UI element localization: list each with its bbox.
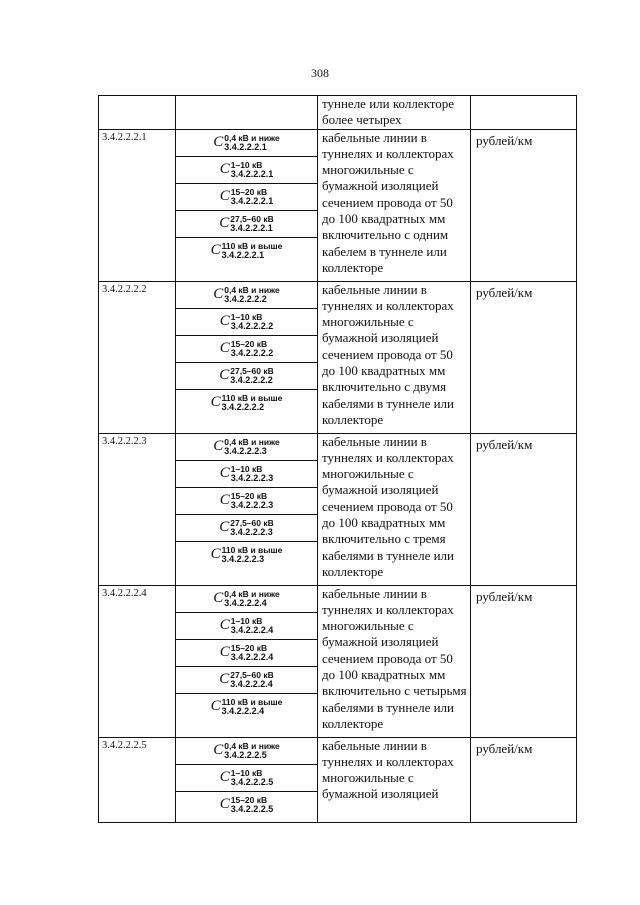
tariff-index: 3.4.2.2.2.1 — [224, 141, 267, 152]
symbol-list — [176, 434, 317, 568]
tariff-symbol-letter: C — [219, 769, 230, 786]
tariff-index: 3.4.2.2.2.4 — [224, 597, 267, 608]
voltage-class: 27,5–60 кВ — [230, 669, 274, 680]
code-cell: 3.4.2.2.2.1 — [99, 129, 176, 281]
page-number: 308 — [311, 66, 329, 80]
tariff-symbol — [176, 335, 317, 362]
tariff-index: 3.4.2.2.2.4 — [230, 651, 274, 662]
tariff-symbol-indices — [224, 134, 280, 152]
tariff-symbol — [176, 210, 317, 237]
table-row — [99, 129, 577, 281]
tariff-symbol — [176, 639, 317, 666]
tariff-symbol-letter: C — [213, 742, 224, 759]
unit-cell: рублей/км — [471, 433, 577, 585]
tariff-symbol — [176, 666, 317, 693]
tariff-symbol-indices — [231, 492, 274, 510]
voltage-class: 1–10 кВ — [230, 311, 263, 322]
symbol-list — [176, 738, 317, 818]
table-row-continuation — [99, 96, 577, 130]
voltage-class: 15–20 кВ — [230, 490, 268, 501]
tariff-symbol — [176, 130, 317, 156]
voltage-class: 27,5–60 кВ — [230, 365, 274, 376]
voltage-class: 0,4 кВ и ниже — [224, 284, 280, 295]
tariff-symbol — [176, 791, 317, 818]
tariff-symbol — [176, 460, 317, 487]
tariff-symbol-indices — [231, 769, 274, 787]
tariff-symbol — [176, 764, 317, 791]
tariff-index: 3.4.2.2.2.3 — [230, 472, 274, 483]
tariff-symbol — [176, 738, 317, 764]
tariff-symbol — [176, 693, 317, 720]
voltage-class: 110 кВ и выше — [221, 392, 283, 403]
tariff-symbol — [176, 362, 317, 389]
tariff-symbol-letter: C — [219, 215, 230, 232]
tariff-symbol-letter: C — [210, 242, 221, 259]
tariff-symbol-indices — [231, 796, 274, 814]
tariff-symbol-letter: C — [219, 492, 230, 509]
voltage-class: 0,4 кВ и ниже — [224, 436, 280, 447]
tariff-index: 3.4.2.2.2.3 — [224, 445, 267, 456]
tariff-index: 3.4.2.2.2.2 — [221, 401, 265, 412]
tariff-symbol-formula — [220, 313, 274, 331]
tariff-symbol-indices — [222, 698, 283, 716]
tariff-index: 3.4.2.2.2.5 — [230, 803, 274, 814]
tariff-symbol-letter: C — [219, 617, 230, 634]
tariff-index: 3.4.2.2.2.4 — [221, 705, 265, 716]
voltage-class: 0,4 кВ и ниже — [224, 740, 280, 751]
tariff-index: 3.4.2.2.2.5 — [224, 749, 267, 760]
tariff-index: 3.4.2.2.2.1 — [221, 249, 265, 260]
symbol-cell — [176, 96, 318, 130]
tariff-symbol-formula — [220, 161, 274, 179]
tariff-symbol-letter: C — [219, 644, 230, 661]
voltage-class: 27,5–60 кВ — [230, 517, 274, 528]
tariff-index: 3.4.2.2.2.2 — [230, 320, 274, 331]
rates-table — [98, 95, 577, 823]
tariff-symbol-formula — [219, 671, 274, 689]
tariff-symbol-letter: C — [210, 698, 221, 715]
unit-cell: рублей/км — [471, 281, 577, 433]
table-row — [99, 585, 577, 737]
tariff-symbol-formula — [219, 215, 274, 233]
voltage-class: 1–10 кВ — [230, 159, 263, 170]
tariff-symbol-formula — [220, 188, 274, 206]
voltage-class: 27,5–60 кВ — [230, 213, 274, 224]
tariff-symbol-indices — [224, 286, 280, 304]
symbol-cell — [176, 129, 318, 281]
tariff-index: 3.4.2.2.2.3 — [221, 553, 265, 564]
tariff-symbol-formula — [213, 286, 280, 304]
tariff-symbol-indices — [231, 188, 274, 206]
unit-cell — [471, 96, 577, 130]
tariff-symbol-indices — [230, 671, 273, 689]
code-cell: 3.4.2.2.2.2 — [99, 281, 176, 433]
tariff-symbol-letter: C — [219, 188, 230, 205]
tariff-symbol-letter: C — [219, 465, 230, 482]
tariff-index: 3.4.2.2.2.3 — [230, 526, 273, 537]
tariff-index: 3.4.2.2.2.4 — [230, 624, 274, 635]
code-cell: 3.4.2.2.2.3 — [99, 433, 176, 585]
unit-cell: рублей/км — [471, 737, 577, 822]
tariff-symbol-formula — [211, 546, 283, 564]
tariff-index: 3.4.2.2.2.1 — [230, 168, 274, 179]
voltage-class: 15–20 кВ — [230, 794, 268, 805]
tariff-symbol-formula — [213, 134, 280, 152]
tariff-index: 3.4.2.2.2.2 — [224, 293, 267, 304]
tariff-index: 3.4.2.2.2.5 — [230, 776, 274, 787]
tariff-index: 3.4.2.2.2.3 — [230, 499, 274, 510]
tariff-symbol-formula — [211, 242, 283, 260]
description-cell: туннеле или коллекторе более четырех — [318, 96, 471, 130]
tariff-index: 3.4.2.2.2.1 — [230, 222, 273, 233]
tariff-symbol — [176, 156, 317, 183]
tariff-symbol-letter: C — [213, 438, 224, 455]
symbol-cell — [176, 433, 318, 585]
tariff-symbol-indices — [224, 742, 280, 760]
description-cell: кабельные линии в туннелях и коллекторах многожильные с бумажной изоляцией — [318, 737, 471, 822]
tariff-symbol-letter: C — [219, 367, 230, 384]
table-row — [99, 433, 577, 585]
tariff-symbol — [176, 612, 317, 639]
tariff-symbol — [176, 183, 317, 210]
tariff-symbol-formula — [220, 617, 274, 635]
symbol-cell — [176, 737, 318, 822]
tariff-symbol-formula — [219, 519, 274, 537]
symbol-list — [176, 282, 317, 416]
voltage-class: 110 кВ и выше — [221, 544, 283, 555]
tariff-index: 3.4.2.2.2.1 — [230, 195, 274, 206]
description-cell: кабельные линии в туннелях и коллекторах многожильные с бумажной изоляцией сечением провода от 50 до 100 квадратных мм включительно с четырьмя кабелями в туннеле или коллекторе — [318, 585, 471, 737]
tariff-symbol-indices — [230, 367, 273, 385]
tariff-symbol-formula — [211, 394, 283, 412]
tariff-symbol-formula — [219, 367, 274, 385]
symbol-list — [176, 586, 317, 720]
tariff-symbol-indices — [231, 340, 274, 358]
voltage-class: 1–10 кВ — [230, 463, 263, 474]
tariff-symbol-indices — [222, 242, 283, 260]
tariff-symbol — [176, 514, 317, 541]
tariff-symbol-formula — [220, 644, 274, 662]
tariff-symbol-indices — [230, 215, 273, 233]
tariff-symbol-letter: C — [219, 671, 230, 688]
voltage-class: 15–20 кВ — [230, 338, 268, 349]
tariff-symbol-indices — [224, 438, 280, 456]
symbol-cell — [176, 585, 318, 737]
tariff-symbol-indices — [231, 465, 274, 483]
tariff-symbol-indices — [231, 617, 274, 635]
voltage-class: 0,4 кВ и ниже — [224, 132, 280, 143]
symbol-list — [176, 130, 317, 264]
tariff-symbol-formula — [220, 465, 274, 483]
voltage-class: 1–10 кВ — [230, 615, 263, 626]
tariff-symbol-letter: C — [213, 134, 224, 151]
description-cell: кабельные линии в туннелях и коллекторах многожильные с бумажной изоляцией сечением провода от 50 до 100 квадратных мм включительно с двумя кабелями в туннеле или коллекторе — [318, 281, 471, 433]
voltage-class: 15–20 кВ — [230, 186, 268, 197]
tariff-symbol-letter: C — [213, 286, 224, 303]
tariff-index: 3.4.2.2.2.2 — [230, 374, 273, 385]
tariff-symbol — [176, 586, 317, 612]
tariff-symbol-indices — [231, 161, 274, 179]
tariff-symbol-indices — [231, 644, 274, 662]
tariff-symbol-letter: C — [219, 340, 230, 357]
voltage-class: 1–10 кВ — [230, 767, 263, 778]
tariff-symbol — [176, 282, 317, 308]
tariff-symbol-letter: C — [210, 546, 221, 563]
tariff-index: 3.4.2.2.2.2 — [230, 347, 274, 358]
code-cell — [99, 96, 176, 130]
tariff-symbol — [176, 487, 317, 514]
tariff-symbol-letter: C — [219, 796, 230, 813]
tariff-symbol — [176, 237, 317, 264]
description-cell: кабельные линии в туннелях и коллекторах многожильные с бумажной изоляцией сечением провода от 50 до 100 квадратных мм включительно с тремя кабелями в туннеле или коллекторе — [318, 433, 471, 585]
code-cell: 3.4.2.2.2.5 — [99, 737, 176, 822]
description-cell: кабельные линии в туннелях и коллекторах многожильные с бумажной изоляцией сечением провода от 50 до 100 квадратных мм включительно с одним кабелем в туннеле или коллекторе — [318, 129, 471, 281]
table-row — [99, 737, 577, 822]
symbol-cell — [176, 281, 318, 433]
tariff-symbol — [176, 389, 317, 416]
voltage-class: 110 кВ и выше — [221, 696, 283, 707]
tariff-symbol-formula — [213, 742, 280, 760]
tariff-symbol-formula — [220, 492, 274, 510]
tariff-symbol-formula — [211, 698, 283, 716]
tariff-symbol — [176, 308, 317, 335]
tariff-symbol-letter: C — [219, 161, 230, 178]
tariff-symbol-indices — [231, 313, 274, 331]
tariff-symbol-formula — [220, 796, 274, 814]
tariff-symbol-formula — [213, 590, 280, 608]
tariff-symbol-indices — [222, 546, 283, 564]
tariff-index: 3.4.2.2.2.4 — [230, 678, 273, 689]
voltage-class: 0,4 кВ и ниже — [224, 588, 280, 599]
code-cell: 3.4.2.2.2.4 — [99, 585, 176, 737]
tariff-symbol-formula — [213, 438, 280, 456]
unit-cell: рублей/км — [471, 585, 577, 737]
tariff-symbol-indices — [222, 394, 283, 412]
tariff-symbol — [176, 434, 317, 460]
tariff-symbol-formula — [220, 769, 274, 787]
tariff-symbol-formula — [220, 340, 274, 358]
tariff-symbol-letter: C — [219, 313, 230, 330]
tariff-symbol-letter: C — [210, 394, 221, 411]
tariff-symbol-indices — [230, 519, 273, 537]
voltage-class: 15–20 кВ — [230, 642, 268, 653]
tariff-symbol-letter: C — [219, 519, 230, 536]
tariff-symbol-indices — [224, 590, 280, 608]
unit-cell: рублей/км — [471, 129, 577, 281]
table-row — [99, 281, 577, 433]
tariff-symbol — [176, 541, 317, 568]
voltage-class: 110 кВ и выше — [221, 240, 283, 251]
tariff-symbol-letter: C — [213, 590, 224, 607]
